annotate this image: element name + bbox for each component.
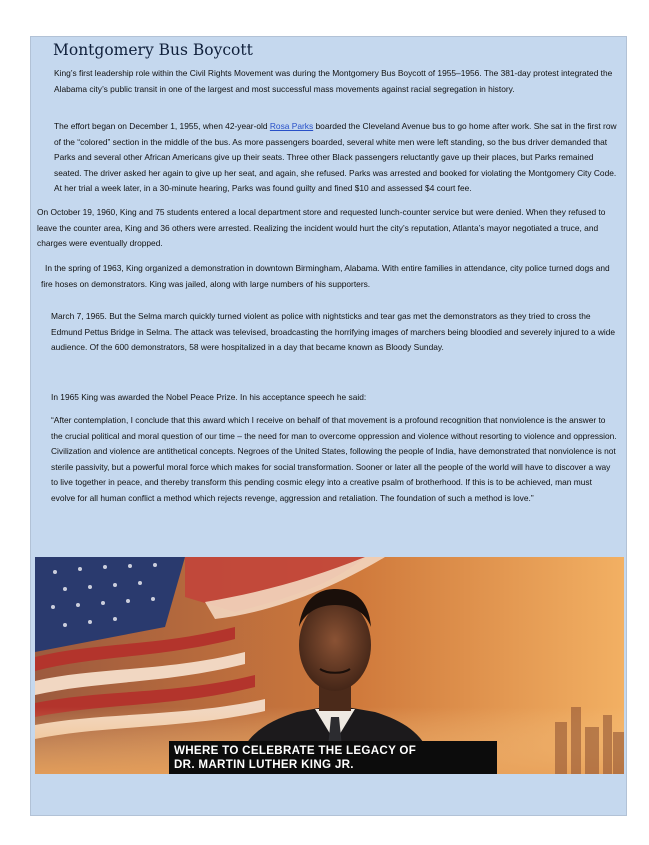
- paragraph-rosa-parks: [54, 119, 622, 197]
- paragraph-lunch-counter: On October 19, 1960, King and 75 students entered a local department store and requested lunch-counter service but were denied. When they refused to leave the counter area, King and 36 others were arrested. Realizing the incident would hurt the city’s reputation, Atlanta’s mayor negotiated a truce, and charges were eventually dropped.: [37, 207, 606, 248]
- paragraph-birmingham: In the spring of 1963, King organized a demonstration in downtown Birmingham, Alabama. With entire families in attendance, city police turned dogs and fire hoses on demonstrators. King was jailed, along with large numbers of his supporters.: [41, 263, 610, 289]
- paragraph-boycott-intro: King’s first leadership role within the Civil Rights Movement was during the Montgomery Bus Boycott of 1955–1956. The 381-day protest integrated the Alabama city’s public transit in one of the largest and most successful mass movements against racial segregation in history.: [54, 68, 613, 94]
- mlk-banner-image: [35, 557, 624, 774]
- banner-caption-line-2: DR. MARTIN LUTHER KING JR.: [174, 758, 354, 771]
- paragraph-text: The effort began on December 1, 1955, when 42-year-old: [54, 121, 270, 131]
- paragraph-nobel: In 1965 King was awarded the Nobel Peace Prize. In his acceptance speech he said:: [51, 392, 367, 402]
- document-page: [30, 36, 627, 816]
- banner-caption: [169, 741, 497, 774]
- nobel-speech-quote: “After contemplation, I conclude that this award which I receive on behalf of that movement is a profound recognition that nonviolence is the answer to the crucial political and moral question of our time – the need for man to overcome oppression and violence without resorting to violence and oppression. Civilization and violence are antithetical concepts. Negroes of the United States, following the people of India, have demonstrated that nonviolence is not sterile passivity, but a powerful moral force which makes for social transformation. Sooner or later all the people of the world will have to discover a way to live together in peace, and thereby transform this pending cosmic elegy into a creative psalm of brotherhood. If this is to be achieved, man must evolve for all human conflict a method which rejects revenge, aggression and retaliation. The foundation of such a method is love.”: [51, 415, 617, 503]
- paragraph-selma: March 7, 1965. But the Selma march quickly turned violent as police with nightsticks and tear gas met the demonstrators as they tried to cross the Edmund Pettus Bridge in Selma. The attack was televised, broadcasting the horrifying images of marchers being bloodied and severely injured to a wide audience. Of the 600 demonstrators, 58 were hospitalized in a day that became known as Bloody Sunday.: [51, 311, 616, 352]
- banner-caption-line-1: WHERE TO CELEBRATE THE LEGACY OF: [174, 744, 417, 757]
- rosa-parks-link[interactable]: Rosa Parks: [269, 121, 314, 131]
- paragraph-text: boarded the Cleveland Avenue bus to go home after work. She sat in the first row of the “colored” section in the middle of the bus. As more passengers boarded, several white men were left standing, so the bus driver demanded that Parks and several other African Americans give up their seats. Three other Black passengers reluctantly gave up their places, but Parks remained seated. The driver asked her again to give up her seat, and again, she refused. Parks was arrested and booked for violating the Montgomery City Code. At her trial a week later, in a 30-minute hearing, Parks was found guilty and fined $10 and assessed $4 court fee.: [54, 121, 617, 193]
- page-title: Montgomery Bus Boycott: [53, 41, 253, 59]
